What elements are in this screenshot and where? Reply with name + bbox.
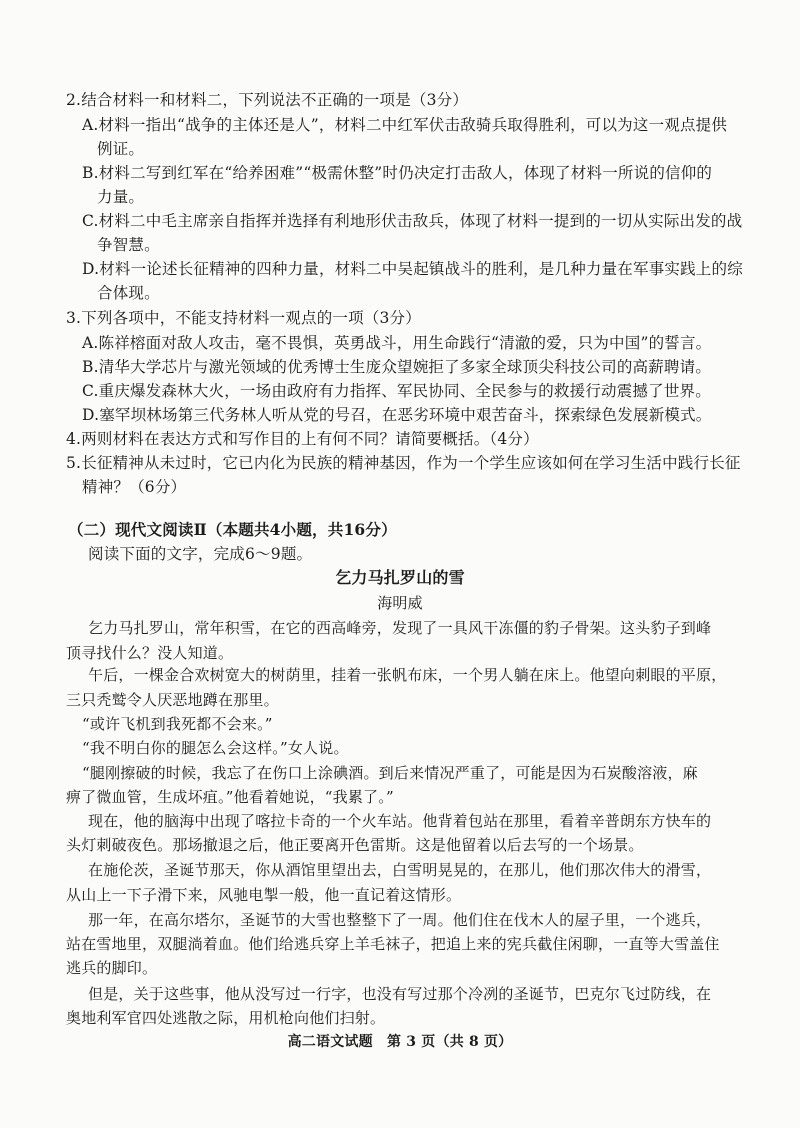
passage-line-6: “我不明白你的腿怎么会这样。”女人说。 [82, 739, 349, 757]
passage-line-15: 逃兵的脚印。 [66, 959, 158, 977]
passage-title: 乞力马扎罗山的雪 [335, 568, 465, 587]
question-3-option-b: B.清华大学芯片与激光领域的优秀博士生庞众望婉拒了多家全球顶尖科技公司的高薪聘请。 [82, 358, 712, 376]
page-footer: 高二语文试题 第 3 页（共 8 页） [287, 1034, 513, 1050]
question-2-option-a-cont: 例证。 [97, 140, 145, 158]
section-instruction: 阅读下面的文字，完成6～9题。 [88, 545, 313, 563]
passage-line-7: “腿刚擦破的时候，我忘了在伤口上涂碘酒。到后来情况严重了，可能是因为石炭酸溶液，麻 [82, 764, 698, 782]
question-2-option-b: B.材料二写到红军在“给养困难”“极需休整”时仍决定打击敌人，体现了材料一所说的信仰的 [82, 164, 713, 182]
question-2-stem: 2.结合材料一和材料二，下列说法不正确的一项是（3分） [66, 91, 469, 109]
question-4: 4.两则材料在表达方式和写作目的上有何不同？请简要概括。（4分） [66, 430, 539, 448]
question-5-cont: 精神？（6分） [82, 478, 187, 496]
passage-line-12: 从山上一下子滑下来，风驰电掣一般，他一直记着这情形。 [66, 886, 462, 904]
question-5: 5.长征精神从未过时，它已内化为民族的精神基因，作为一个学生应该如何在学习生活中践行长征 [66, 454, 741, 472]
passage-line-9: 现在，他的脑海中出现了喀拉卡奇的一个火车站。他背着包站在那里，看着辛普朗东方快车的 [88, 812, 712, 830]
question-3-option-a: A.陈祥榕面对敌人攻击，毫不畏惧，英勇战斗，用生命践行“清澈的爱，只为中国”的誓言。 [82, 334, 712, 352]
passage-line-4: 三只秃鹫令人厌恶地蹲在那里。 [66, 691, 279, 709]
passage-line-17: 奥地利军官四处逃散之际，用机枪向他们扫射。 [66, 1009, 386, 1027]
passage-line-8: 痹了微血管，生成坏疽。”他看着她说，“我累了。” [66, 788, 394, 806]
passage-line-13: 那一年，在高尔塔尔，圣诞节的大雪也整整下了一周。他们住在伐木人的屋子里，一个逃兵， [88, 911, 712, 929]
question-3-option-d: D.塞罕坝林场第三代务林人听从党的号召，在恶劣环境中艰苦奋斗，探索绿色发展新模式。 [82, 406, 712, 424]
passage-line-11: 在施伦茨，圣诞节那天，你从酒馆里望出去，白雪明晃晃的，在那儿，他们那次伟大的滑雪， [88, 861, 712, 879]
question-2-option-d: D.材料一论述长征精神的四种力量，材料二中吴起镇战斗的胜利，是几种力量在军事实践上的综 [82, 260, 743, 278]
passage-line-3: 午后，一棵金合欢树宽大的树荫里，挂着一张帆布床，一个男人躺在床上。他望向刺眼的平原， [88, 666, 727, 684]
passage-line-5: “或许飞机到我死都不会来。” [82, 715, 273, 733]
passage-line-2: 顶寻找什么？没人知道。 [66, 644, 234, 662]
question-2-option-d-cont: 合体现。 [97, 284, 160, 302]
passage-author: 海明威 [377, 594, 423, 612]
question-2-option-c-cont: 争智慧。 [97, 236, 160, 254]
passage-line-16: 但是，关于这些事，他从没写过一行字，也没有写过那个冷冽的圣诞节，巴克尔飞过防线，在 [88, 985, 712, 1003]
question-2-option-c: C.材料二中毛主席亲自指挥并选择有利地形伏击敌兵，体现了材料一提到的一切从实际出发的战 [82, 212, 743, 230]
passage-line-10: 头灯刺破夜色。那场撤退之后，他正要离开色雷斯。这是他留着以后去写的一个场景。 [66, 836, 644, 854]
section-heading: （二）现代文阅读Ⅱ（本题共4小题，共16分） [68, 520, 397, 539]
passage-line-1: 乞力马扎罗山，常年积雪，在它的西高峰旁，发现了一具风干冻僵的豹子骨架。这头豹子到峰 [88, 619, 712, 637]
question-3-stem: 3.下列各项中，不能支持材料一观点的一项（3分） [66, 309, 421, 327]
question-2-option-b-cont: 力量。 [97, 188, 145, 206]
question-3-option-c: C.重庆爆发森林大火，一场由政府有力指挥、军民协同、全民参与的救援行动震撼了世界。 [82, 382, 711, 400]
question-2-option-a: A.材料一指出“战争的主体还是人”，材料二中红军伏击敌骑兵取得胜利，可以为这一观点提供 [82, 116, 728, 134]
passage-line-14: 站在雪地里，双腿淌着血。他们给逃兵穿上羊毛袜子，把追上来的宪兵截住闲聊，一直等大雪盖住 [66, 935, 720, 953]
